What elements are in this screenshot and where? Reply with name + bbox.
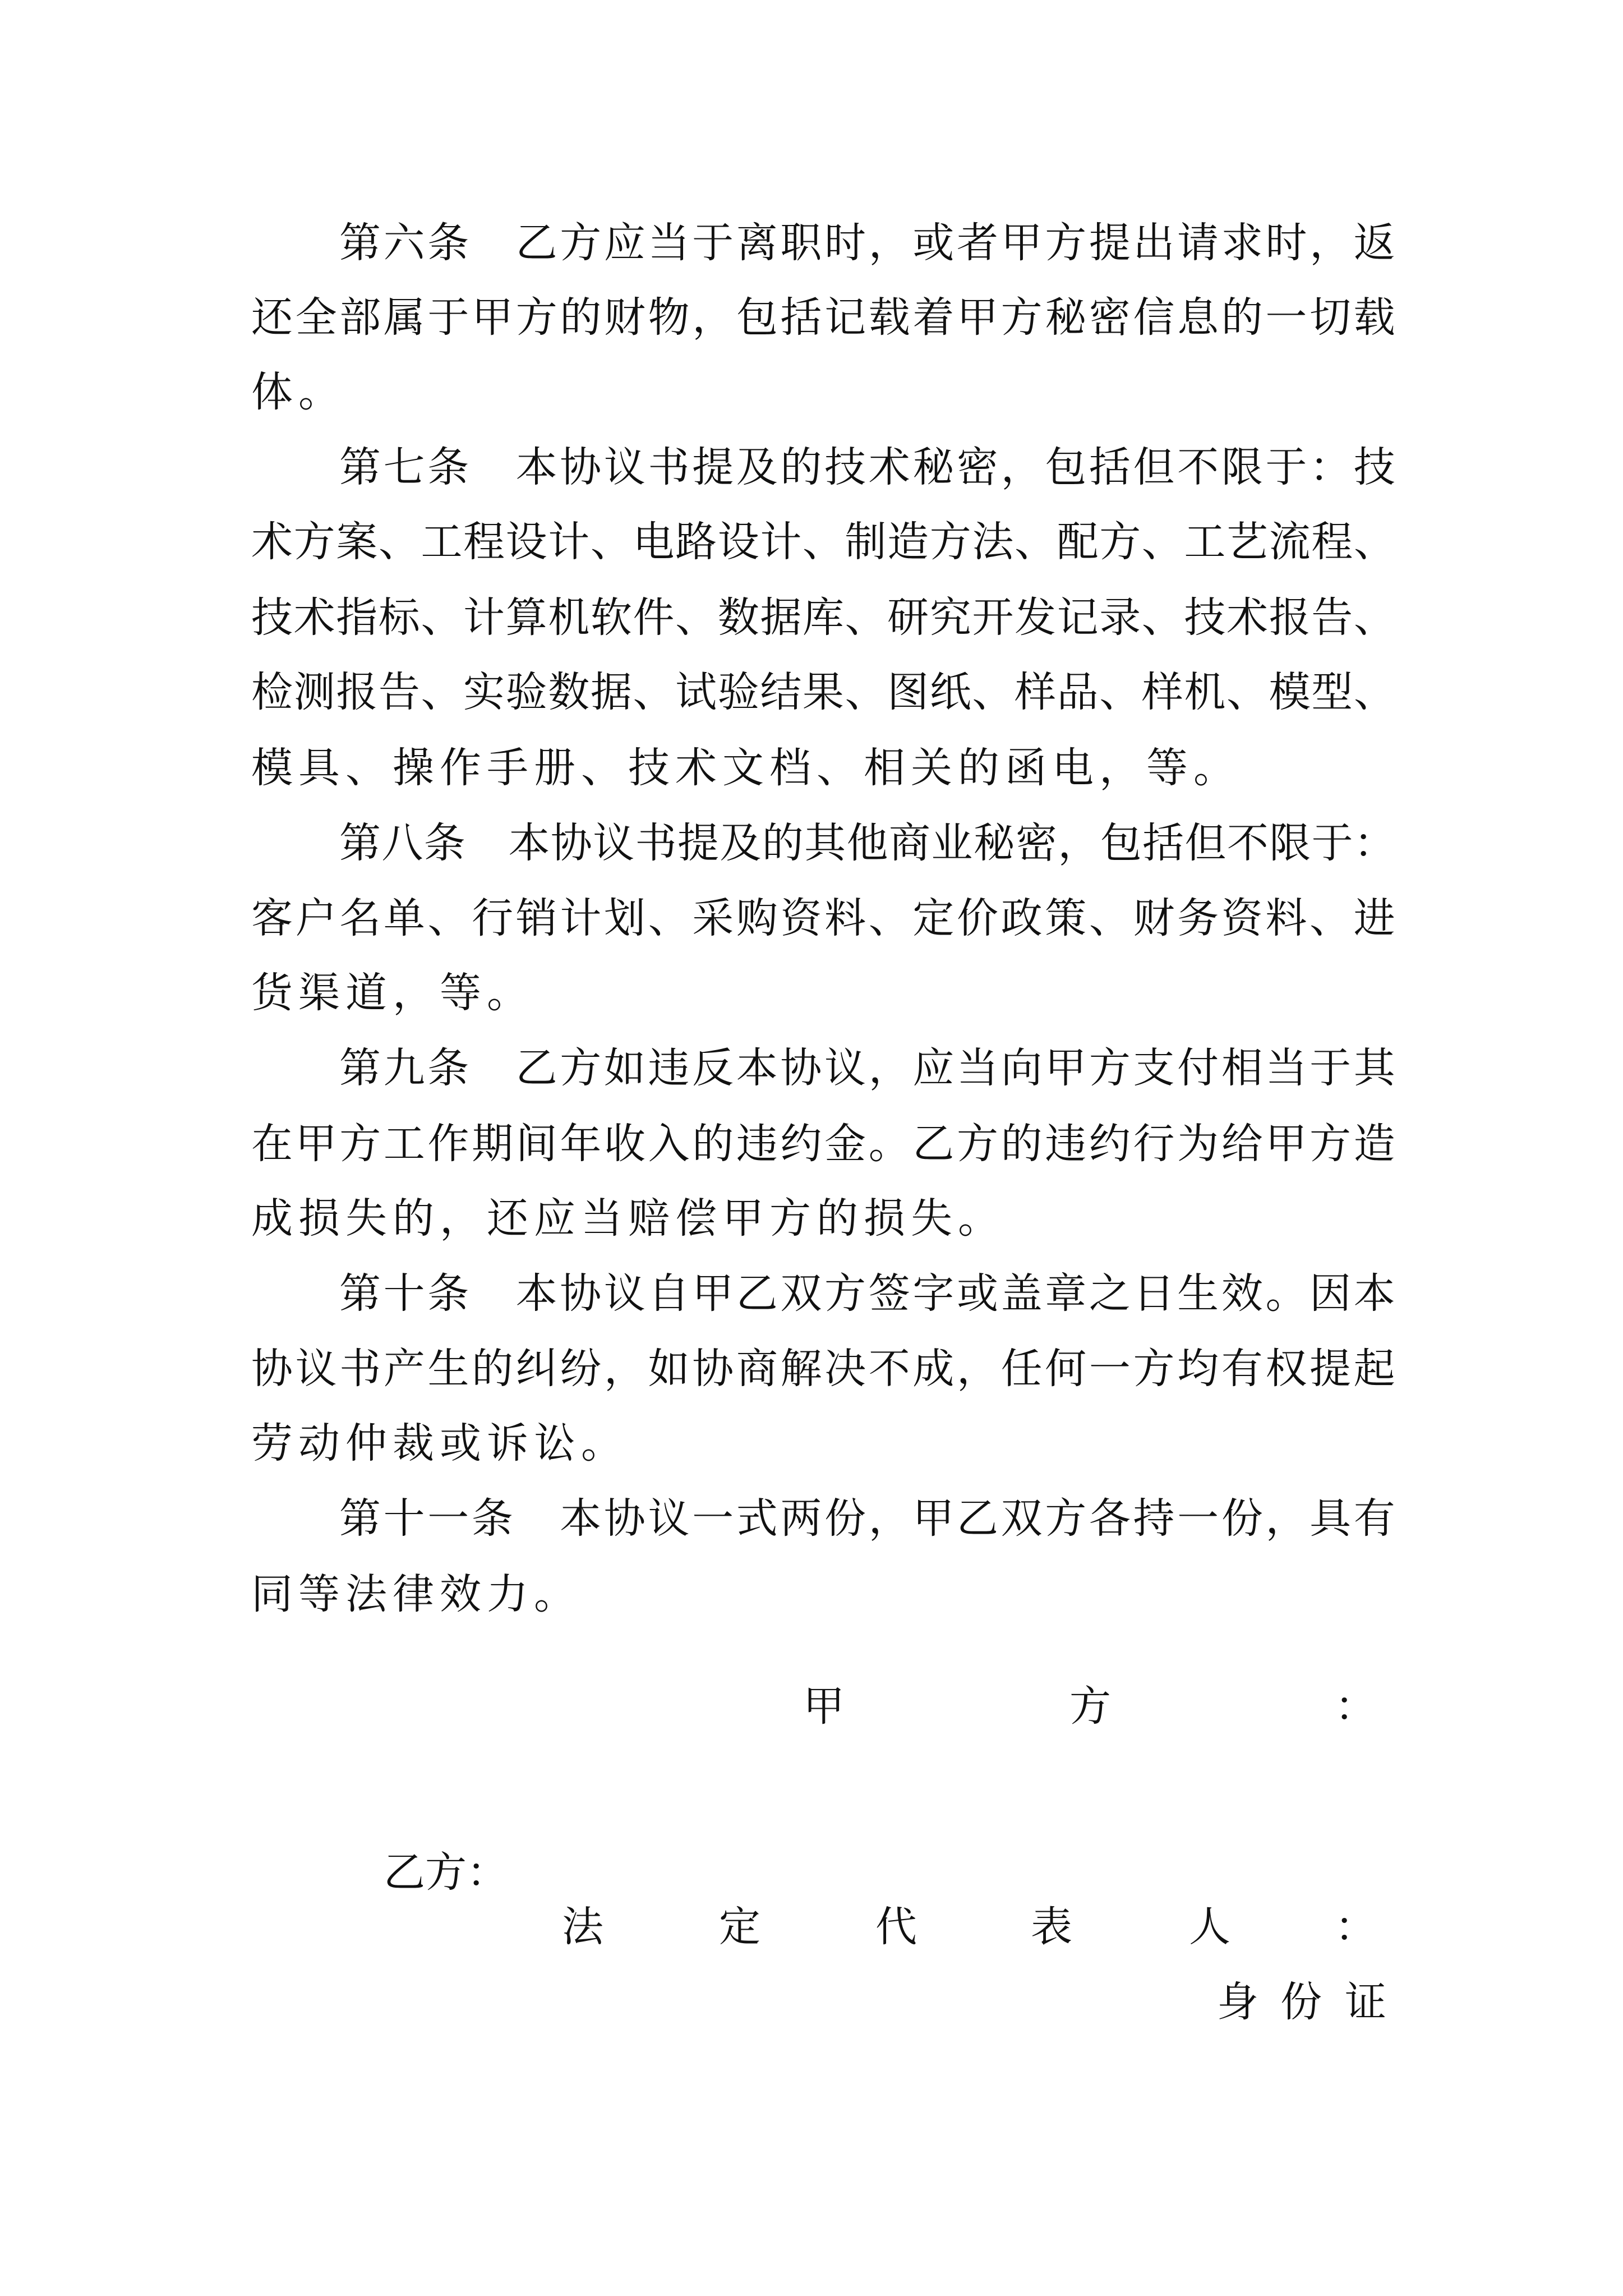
- legal-rep-char-3: 代: [875, 1903, 917, 1951]
- id-card-char-3: 证: [1345, 1978, 1386, 2026]
- clause-7-line: 模 具 、 操 作 手 册 、 技 术 文 档 、 相 关 的 函 电 ， 等 。: [251, 744, 1241, 792]
- id-card-char-2: 份: [1280, 1978, 1322, 2026]
- party-a-char-2: 方: [1069, 1682, 1111, 1731]
- legal-rep-char-5: 人: [1189, 1903, 1230, 1951]
- clause-11-line: 第 十 一 条 本 协 议 一 式 两 份 ， 甲 乙 双 方 各 持 一 份 ， 具 有: [339, 1494, 1395, 1543]
- clause-10-line: 第 十 条 本 协 议 自 甲 乙 双 方 签 字 或 盖 章 之 日 生 效 。 因 本: [339, 1269, 1395, 1318]
- clause-6-line: 体 。: [251, 368, 345, 416]
- clause-8-line: 第 八 条 本 协 议 书 提 及 的 其 他 商 业 秘 密 ， 包 括 但 不 限 于 ：: [339, 819, 1395, 867]
- clause-8-line: 客 户 名 单 、 行 销 计 划 、 采 购 资 料 、 定 价 政 策 、 财 务 资 料 、 进: [251, 894, 1395, 942]
- clause-7-line: 术 方 案 、 工 程 设 计 、 电 路 设 计 、 制 造 方 法 、 配 方 、 工 艺 流 程 、: [251, 518, 1395, 566]
- clause-6-line: 第 六 条 乙 方 应 当 于 离 职 时 ， 或 者 甲 方 提 出 请 求 时 ， 返: [339, 219, 1395, 267]
- legal-rep-char-1: 法: [562, 1903, 603, 1951]
- party-b-label: 乙方：: [384, 1848, 508, 1897]
- clause-11-line: 同 等 法 律 效 力 。: [251, 1570, 581, 1618]
- clause-10-line: 协 议 书 产 生 的 纠 纷 ， 如 协 商 解 决 不 成 ， 任 何 一 方 均 有 权 提 起: [251, 1345, 1395, 1393]
- legal-rep-char-4: 表: [1031, 1903, 1072, 1951]
- clause-9-line: 第 九 条 乙 方 如 违 反 本 协 议 ， 应 当 向 甲 方 支 付 相 当 于 其: [339, 1044, 1395, 1092]
- legal-rep-char-2: 定: [719, 1903, 760, 1951]
- clause-9-line: 成 损 失 的 ， 还 应 当 赔 偿 甲 方 的 损 失 。: [251, 1194, 1005, 1243]
- clause-8-line: 货 渠 道 ， 等 。: [251, 969, 534, 1017]
- clause-7-line: 检 测 报 告 、 实 验 数 据 、 试 验 结 果 、 图 纸 、 样 品 、 样 机 、 模 型 、: [251, 668, 1395, 716]
- clause-10-line: 劳 动 仲 裁 或 诉 讼 。: [251, 1419, 628, 1467]
- party-a-char-1: 甲: [803, 1682, 845, 1731]
- clause-9-line: 在 甲 方 工 作 期 间 年 收 入 的 违 约 金 。 乙 方 的 违 约 行 为 给 甲 方 造: [251, 1120, 1395, 1168]
- party-a-colon: ：: [1335, 1682, 1376, 1731]
- clause-7-line: 技 术 指 标 、 计 算 机 软 件 、 数 据 库 、 研 究 开 发 记 录 、 技 术 报 告 、: [251, 593, 1395, 642]
- legal-rep-colon: ：: [1335, 1903, 1376, 1951]
- id-card-char-1: 身: [1217, 1978, 1258, 2026]
- clause-6-line: 还 全 部 属 于 甲 方 的 财 物 ， 包 括 记 载 着 甲 方 秘 密 信 息 的 一 切 载: [251, 293, 1395, 342]
- clause-7-line: 第 七 条 本 协 议 书 提 及 的 技 术 秘 密 ， 包 括 但 不 限 于 ： 技: [339, 443, 1395, 491]
